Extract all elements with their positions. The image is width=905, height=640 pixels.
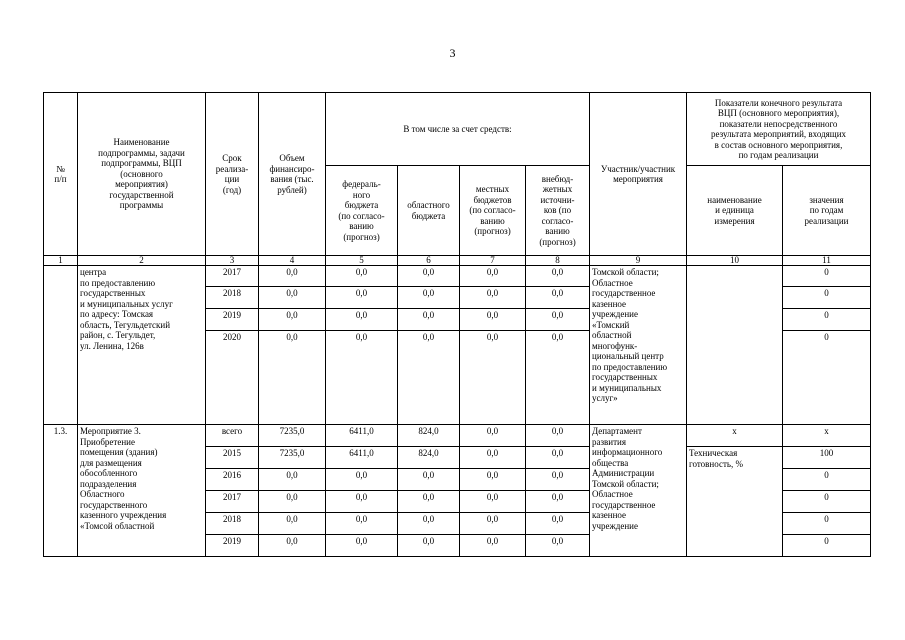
- extrabudget-cell: 0,0: [526, 491, 590, 513]
- local-cell: 0,0: [460, 491, 526, 513]
- year-cell: всего: [206, 425, 259, 447]
- column-number: 7: [460, 256, 526, 266]
- regional-cell: 0,0: [398, 309, 460, 331]
- local-cell: 0,0: [460, 266, 526, 287]
- extrabudget-cell: 0,0: [526, 309, 590, 331]
- total-cell: 0,0: [259, 331, 326, 425]
- indicator-name-cell: х: [687, 425, 783, 447]
- indicator-value-cell: 0: [783, 535, 871, 557]
- indicator-value-cell: 100: [783, 447, 871, 469]
- indicator-value-cell: 0: [783, 469, 871, 491]
- regional-cell: 0,0: [398, 266, 460, 287]
- table-row: [44, 425, 871, 447]
- year-cell: 2017: [206, 491, 259, 513]
- federal-cell: 0,0: [326, 513, 398, 535]
- regional-cell: 824,0: [398, 447, 460, 469]
- total-cell: 0,0: [259, 469, 326, 491]
- column-number: 2: [78, 256, 206, 266]
- indicator-value-cell: 0: [783, 491, 871, 513]
- header-indicators-group: Показатели конечного результата ВЦП (основного мероприятия), показатели непосредственного результата мероприятий, входящих в состав основного мероприятия, по годам реализации: [687, 93, 871, 166]
- column-number: 4: [259, 256, 326, 266]
- header-num: № п/п: [44, 93, 78, 256]
- extrabudget-cell: 0,0: [526, 331, 590, 425]
- header-local: местных бюджетов (по согласо- ванию (прогноз): [460, 166, 526, 256]
- total-cell: 0,0: [259, 535, 326, 557]
- federal-cell: 0,0: [326, 309, 398, 331]
- local-cell: 0,0: [460, 513, 526, 535]
- year-cell: 2019: [206, 309, 259, 331]
- indicator-value-cell: 0: [783, 266, 871, 287]
- row-num: 1.3.: [44, 425, 78, 557]
- header-funds-group: В том числе за счет средств:: [326, 93, 590, 166]
- header-extrabudget: внебюд- жетных источни- ков (по согласо- ванию (прогноз): [526, 166, 590, 256]
- total-cell: 0,0: [259, 491, 326, 513]
- federal-cell: 6411,0: [326, 447, 398, 469]
- indicator-value-cell: 0: [783, 287, 871, 309]
- row-num: [44, 266, 78, 425]
- header-indicator-values: значения по годам реализации: [783, 166, 871, 256]
- total-cell: 7235,0: [259, 425, 326, 447]
- local-cell: 0,0: [460, 469, 526, 491]
- extrabudget-cell: 0,0: [526, 535, 590, 557]
- column-number: 6: [398, 256, 460, 266]
- year-cell: 2017: [206, 266, 259, 287]
- local-cell: 0,0: [460, 331, 526, 425]
- year-cell: 2020: [206, 331, 259, 425]
- column-number: 9: [590, 256, 687, 266]
- year-cell: 2016: [206, 469, 259, 491]
- total-cell: 0,0: [259, 309, 326, 331]
- federal-cell: 6411,0: [326, 425, 398, 447]
- year-cell: 2018: [206, 513, 259, 535]
- indicator-value-cell: 0: [783, 513, 871, 535]
- federal-cell: 0,0: [326, 491, 398, 513]
- header-period: Срок реализа- ции (год): [206, 93, 259, 256]
- extrabudget-cell: 0,0: [526, 447, 590, 469]
- extrabudget-cell: 0,0: [526, 513, 590, 535]
- header-participant: Участник/участник мероприятия: [590, 93, 687, 256]
- regional-cell: 0,0: [398, 331, 460, 425]
- federal-cell: 0,0: [326, 287, 398, 309]
- total-cell: 0,0: [259, 266, 326, 287]
- extrabudget-cell: 0,0: [526, 266, 590, 287]
- header-name: Наименование подпрограммы, задачи подпрограммы, ВЦП (основного мероприятия) государственной программы: [78, 93, 206, 256]
- year-cell: 2018: [206, 287, 259, 309]
- program-table-container: [43, 92, 870, 557]
- extrabudget-cell: 0,0: [526, 425, 590, 447]
- regional-cell: 0,0: [398, 535, 460, 557]
- total-cell: 7235,0: [259, 447, 326, 469]
- federal-cell: 0,0: [326, 469, 398, 491]
- regional-cell: 0,0: [398, 469, 460, 491]
- federal-cell: 0,0: [326, 535, 398, 557]
- federal-cell: 0,0: [326, 331, 398, 425]
- local-cell: 0,0: [460, 287, 526, 309]
- column-number: 1: [44, 256, 78, 266]
- indicator-value-cell: 0: [783, 331, 871, 425]
- indicator-name-cell: Техническая готовность, %: [687, 447, 783, 557]
- column-number: 8: [526, 256, 590, 266]
- header-regional: областного бюджета: [398, 166, 460, 256]
- column-numbers-row: [44, 256, 871, 266]
- local-cell: 0,0: [460, 447, 526, 469]
- column-number: 10: [687, 256, 783, 266]
- column-number: 11: [783, 256, 871, 266]
- participant-cell: Томской области; Областное государственное казенное учреждение «Томский областной многофунк- циональный центр по предоставлению государственных и муниципальных услуг»: [590, 266, 687, 425]
- indicator-value-cell: х: [783, 425, 871, 447]
- regional-cell: 0,0: [398, 513, 460, 535]
- header-indicator-name: наименование и единица измерения: [687, 166, 783, 256]
- local-cell: 0,0: [460, 425, 526, 447]
- column-number: 5: [326, 256, 398, 266]
- total-cell: 0,0: [259, 513, 326, 535]
- regional-cell: 0,0: [398, 287, 460, 309]
- local-cell: 0,0: [460, 535, 526, 557]
- year-cell: 2015: [206, 447, 259, 469]
- participant-cell: Департамент развития информационного общества Администрации Томской области; Областное государственное казенное учреждение: [590, 425, 687, 557]
- indicator-name-cell: [687, 266, 783, 425]
- year-cell: 2019: [206, 535, 259, 557]
- header-federal: федераль- ного бюджета (по согласо- ванию (прогноз): [326, 166, 398, 256]
- indicator-value-cell: 0: [783, 309, 871, 331]
- measure-name: Мероприятие 3. Приобретение помещения (здания) для размещения обособленного подразделения Областного государственного казенного учреждения «Томсой областной: [78, 425, 206, 557]
- page-number: 3: [449, 46, 456, 60]
- total-cell: 0,0: [259, 287, 326, 309]
- table-row: [44, 266, 871, 287]
- local-cell: 0,0: [460, 309, 526, 331]
- extrabudget-cell: 0,0: [526, 287, 590, 309]
- column-number: 3: [206, 256, 259, 266]
- extrabudget-cell: 0,0: [526, 469, 590, 491]
- regional-cell: 0,0: [398, 491, 460, 513]
- measure-name: центра по предоставлению государственных и муниципальных услуг по адресу: Томская область, Тегульдетский район, с. Тегульдет, ул. Ленина, 126в: [78, 266, 206, 425]
- program-table: [43, 92, 871, 557]
- regional-cell: 824,0: [398, 425, 460, 447]
- federal-cell: 0,0: [326, 266, 398, 287]
- header-volume: Объем финансиро- вания (тыс. рублей): [259, 93, 326, 256]
